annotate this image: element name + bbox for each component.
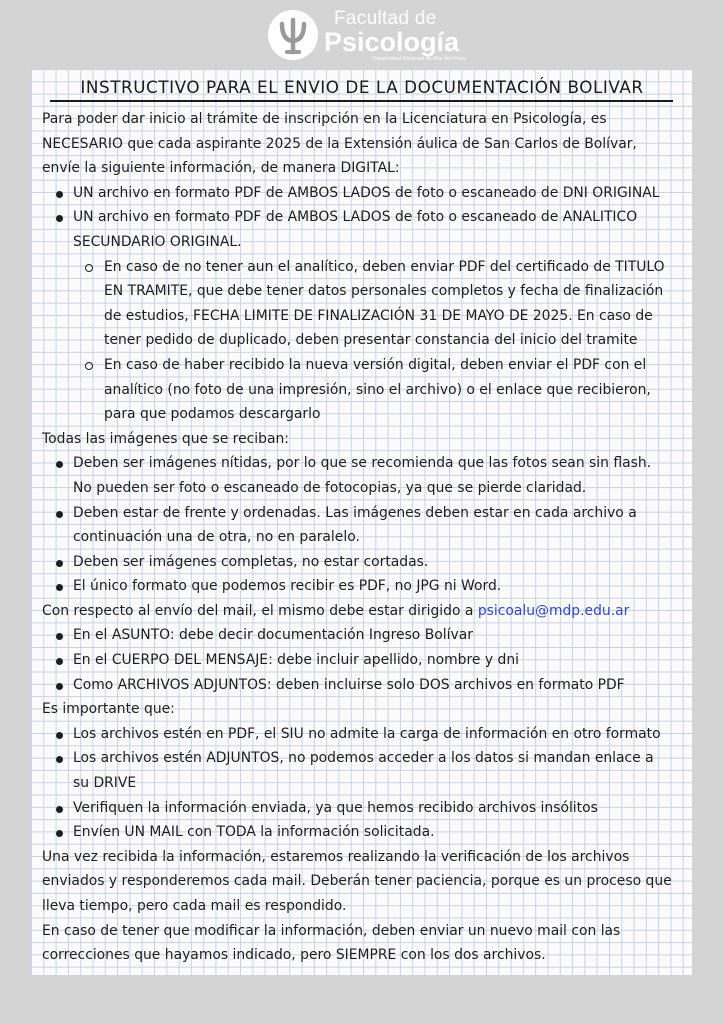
important-heading: Es importante que: xyxy=(42,701,175,718)
list-item xyxy=(42,550,682,575)
list-item xyxy=(42,746,682,795)
images-rules-list xyxy=(42,451,682,599)
list-item xyxy=(42,501,682,550)
logo-university-text: Universidad Nacional de Mar del Plata xyxy=(372,56,466,62)
list-item-text: En caso de no tener aun el analítico, deben enviar PDF del certificado de TITULO xyxy=(104,258,665,275)
list-item xyxy=(42,722,682,747)
list-item xyxy=(42,451,682,500)
list-item xyxy=(42,820,682,845)
list-item xyxy=(42,205,682,426)
list-item-text: para que podamos descargarlo xyxy=(104,406,321,423)
list-item-text: continuación una de otra, no en paralelo. xyxy=(73,529,360,546)
document-title: INSTRUCTIVO PARA EL ENVIO DE LA DOCUMENTACIÓN BOLIVAR xyxy=(80,77,644,97)
closing-line: Una vez recibida la información, estaremos realizando la verificación de los archivos xyxy=(42,848,630,865)
list-item-text: tener pedido de duplicado, deben presentar constancia del inicio del tramite xyxy=(104,332,638,349)
intro-line: NECESARIO que cada aspirante 2025 de la Extensión áulica de San Carlos de Bolívar, xyxy=(42,135,637,152)
list-item-text: En el ASUNTO: debe decir documentación Ingreso Bolívar xyxy=(73,627,473,644)
email-link[interactable]: psicoalu@mdp.edu.ar xyxy=(477,602,630,619)
analitico-notes-list xyxy=(73,255,682,427)
list-item-text: SECUNDARIO ORIGINAL. xyxy=(73,233,242,250)
faculty-logo xyxy=(268,6,468,62)
list-item-text: En el CUERPO DEL MENSAJE: debe incluir apellido, nombre y dni xyxy=(73,652,519,669)
list-item-text: Los archivos estén en PDF, el SIU no admite la carga de información en otro formato xyxy=(73,725,661,742)
mail-heading xyxy=(42,599,682,624)
list-item xyxy=(73,255,682,353)
mail-heading-text: Con respecto al envío del mail, el mismo debe estar dirigido a xyxy=(42,602,474,619)
important-rules-list xyxy=(42,722,682,845)
closing-line: En caso de tener que modificar la información, deben enviar un nuevo mail con las xyxy=(42,922,621,939)
required-files-list xyxy=(42,181,682,427)
list-item xyxy=(42,181,682,206)
list-item-text: UN archivo en formato PDF de AMBOS LADOS de foto o escaneado de DNI ORIGINAL xyxy=(73,184,660,201)
list-item xyxy=(42,623,682,648)
list-item-text: Verifiquen la información enviada, ya que hemos recibido archivos insólitos xyxy=(73,799,598,816)
list-item-text: su DRIVE xyxy=(73,775,137,792)
list-item xyxy=(73,353,682,427)
intro-line: Para poder dar inicio al trámite de inscripción en la Licenciatura en Psicología, es xyxy=(42,111,607,127)
list-item-text: Deben ser imágenes completas, no estar cortadas. xyxy=(73,553,429,570)
list-item-text: En caso de haber recibido la nueva versión digital, deben enviar el PDF con el xyxy=(104,356,647,373)
images-heading: Todas las imágenes que se reciban: xyxy=(42,430,289,447)
logo-psychology-text: Psicología xyxy=(324,27,460,57)
intro-paragraph xyxy=(42,107,682,181)
list-item xyxy=(42,673,682,698)
psi-icon xyxy=(268,10,318,60)
closing-line: enviados y responderemos cada mail. Deberán tener paciencia, porque es un proceso que xyxy=(42,873,672,890)
list-item-text: UN archivo en formato PDF de AMBOS LADOS de foto o escaneado de ANALITICO xyxy=(73,209,638,226)
closing-line: correcciones que hayamos indicado, pero SIEMPRE con los dos archivos. xyxy=(42,947,546,964)
list-item-text: No pueden ser foto o escaneado de fotocopias, ya que se pierde claridad. xyxy=(73,479,587,496)
list-item-text: de estudios, FECHA LIMITE DE FINALIZACIÓN 31 DE MAYO DE 2025. En caso de xyxy=(104,307,653,324)
intro-line: envíe la siguiente información, de manera DIGITAL: xyxy=(42,160,400,177)
mail-rules-list xyxy=(42,623,682,697)
list-item-text: El único formato que podemos recibir es PDF, no JPG ni Word. xyxy=(73,578,502,595)
list-item xyxy=(42,574,682,599)
list-item xyxy=(42,648,682,673)
closing-paragraph xyxy=(42,845,682,968)
title-underline xyxy=(50,100,673,102)
document-body xyxy=(42,107,682,968)
list-item-text: Envíen UN MAIL con TODA la información solicitada. xyxy=(73,824,435,841)
logo-faculty-text: Facultad de xyxy=(334,8,437,29)
list-item-text: analítico (no foto de una impresión, sino el archivo) o el enlace que recibieron, xyxy=(104,381,651,398)
list-item xyxy=(42,796,682,821)
list-item-text: Deben ser imágenes nítidas, por lo que se recomienda que las fotos sean sin flash. xyxy=(73,455,652,472)
list-item-text: Los archivos estén ADJUNTOS, no podemos acceder a los datos si mandan enlace a xyxy=(73,750,654,767)
list-item-text: Como ARCHIVOS ADJUNTOS: deben incluirse solo DOS archivos en formato PDF xyxy=(73,676,625,693)
list-item-text: Deben estar de frente y ordenadas. Las imágenes deben estar en cada archivo a xyxy=(73,504,637,521)
list-item-text: EN TRAMITE, que debe tener datos personales completos y fecha de finalización xyxy=(104,283,664,300)
instruction-sheet xyxy=(31,69,692,975)
closing-line: lleva tiempo, pero cada mail es respondido. xyxy=(42,898,347,914)
